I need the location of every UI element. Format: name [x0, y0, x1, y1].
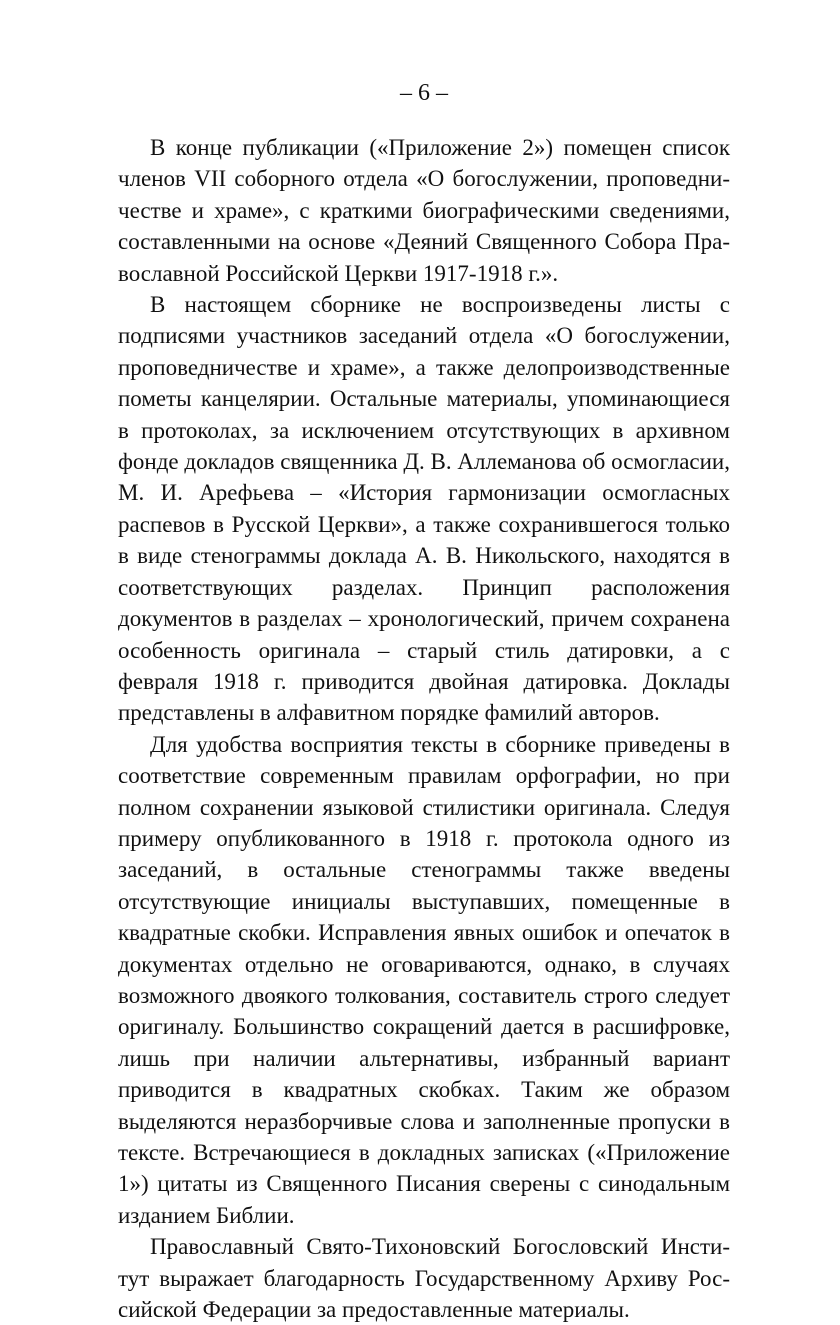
paragraph-editorial-principles: Для удобства восприятия тексты в сборнике приведены в соответствие современным правилам орфографии, но при полном сохранении языковой стилистики оригинала. Следуя примеру опубликованного в 1918 г. протокола одного из заседаний, в остальные стенограммы также введены отсутствующие инициалы выступавших, помещенные в квадратные скобки. Исправления явных ошибок и опечаток в документах отдельно не оговариваются, однако, в случаях возможного двоякого толкования, составитель строго следует оригиналу. Большинство сокращений дается в расшифровке, лишь при наличии альтернативы, избранный вариант приводится в квадратных скобках. Таким же образом выделяются неразборчивые слова и заполненные пропуски в тексте. Встречающиеся в докладных записках («Приложение 1») цитаты из Священного Писания сверены с синодальным изданием Библии.: [118, 731, 730, 1228]
paragraph-omitted-materials: В настоящем сборнике не воспроизведены листы с подписями участников заседаний отдела «О богослужении, проповедничестве и храме», а также делопроизводственные пометы канцелярии. Остальные материалы, упоминающиеся в протоколах, за исключением отсутствующих в архивном фонде докладов священника Д. В. Аллеманова об осмогласии, М. И. Арефьева – «История гармонизации осмогласных распевов в Русской Церкви», а также сохранившегося только в виде стенограммы доклада А. В. Никольского, находятся в соответствующих разделах. Принцип расположения документов в разделах – хронологический, причем сохранена особенность оригинала – старый стиль датировки, а с февраля 1918 г. приводится двойная датировка. Доклады представлены в алфавитном порядке фамилий авторов.: [118, 292, 730, 726]
page-number: – 6 –: [400, 80, 448, 106]
paragraph-acknowledgement: Православный Свято-Тихоновский Богословский Институт выражает благодарность Государственному Архиву Российской Федерации за предоставленные материалы.: [118, 1234, 730, 1323]
document-page: [118, 78, 730, 1325]
paragraph-appendix-note: В конце публикации («Приложение 2») помещен список членов VII соборного отдела «О богослужении, проповедничестве и храме», с краткими биографическими сведениями, составленными на основе «Деяний Священного Собора Православной Российской Церкви 1917-1918 г.».: [118, 135, 730, 286]
